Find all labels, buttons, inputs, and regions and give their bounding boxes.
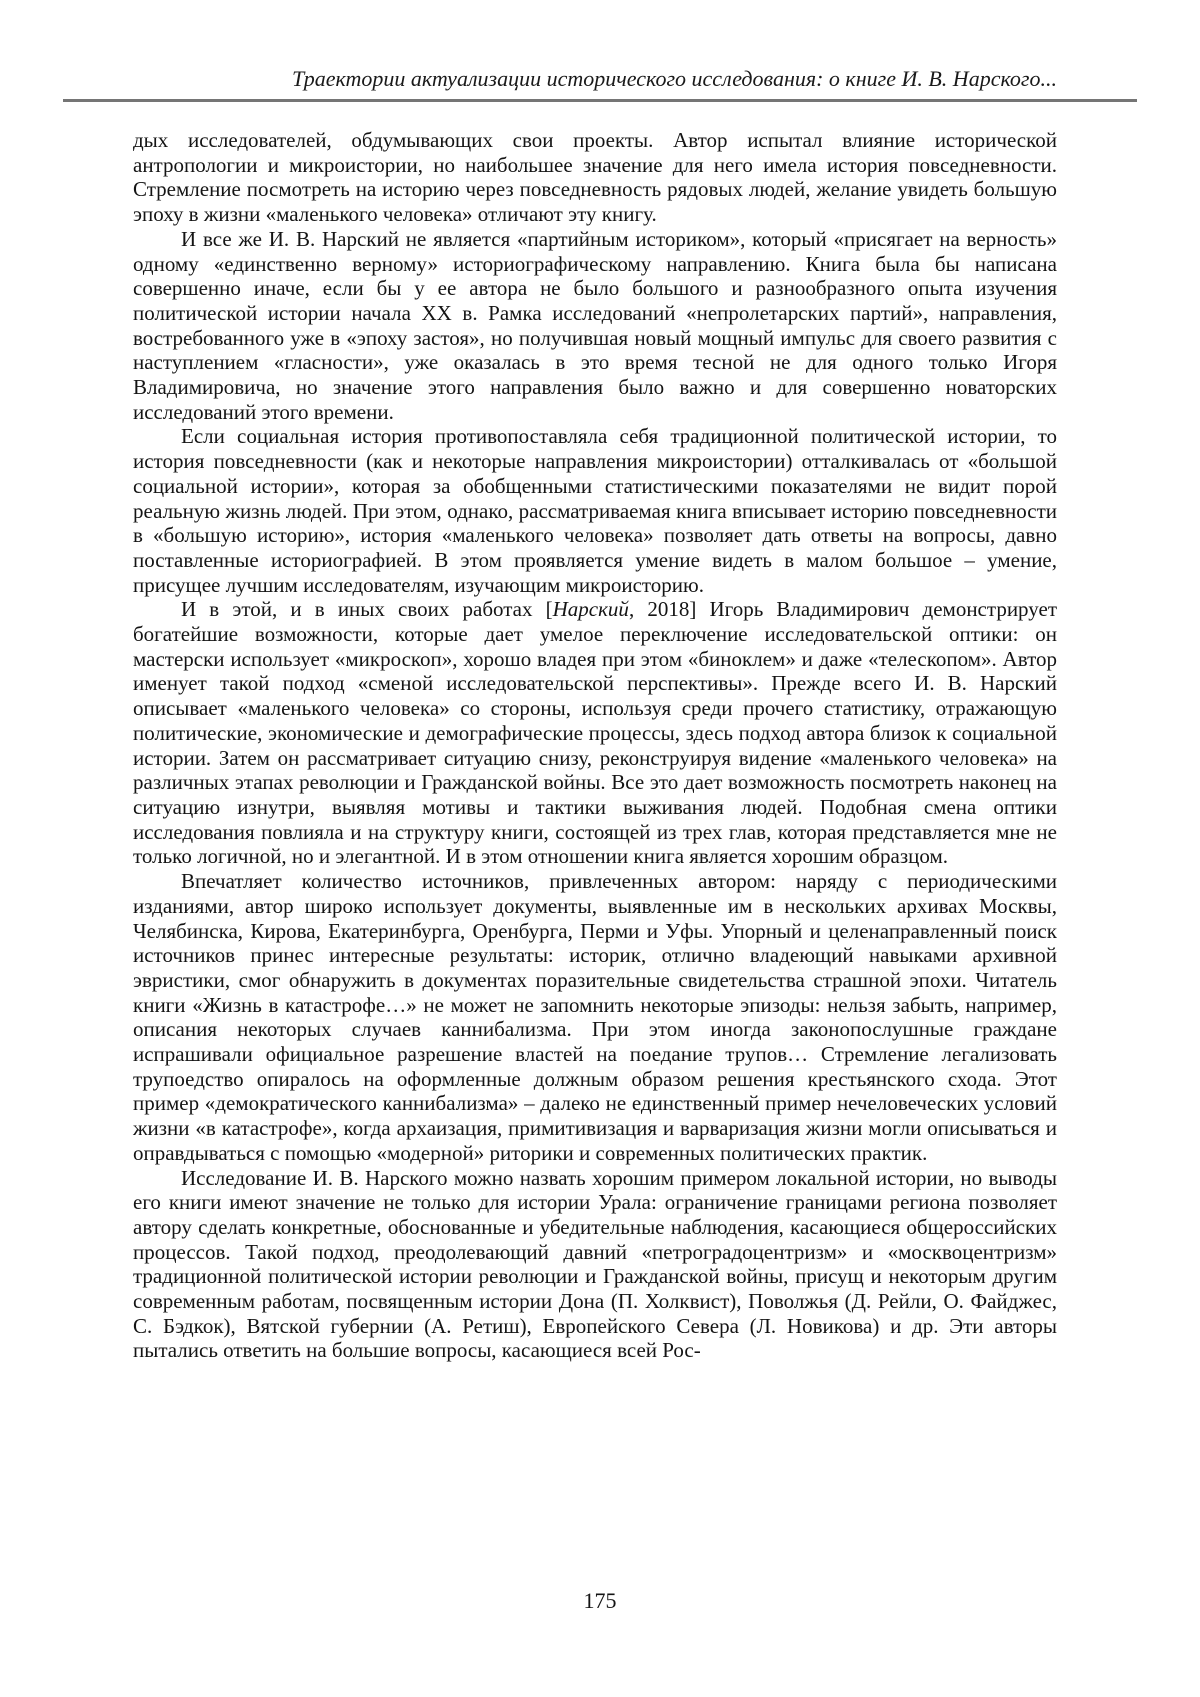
header-rule: [63, 99, 1137, 102]
text-run: Если социальная история противопоставляла себя традиционной политической истории, то история повседневности (как и некоторые направления микроистории) отталкивалась от «большой социальной истории», которая за обобщенными статистическими показателями не видит порой реальную жизнь людей. При этом, однако, рассматриваемая книга вписывает историю повседневности в «большую историю», история «маленького человека» позволяет дать ответы на вопросы, давно поставленные историографией. В этом проявляется умение видеть в малом большое – умение, присущее лучшим исследователям, изучающим микроисторию.: [133, 424, 1057, 597]
paragraph: [133, 424, 1057, 597]
italic-text-run: Нарский: [552, 597, 629, 622]
paragraph: [133, 869, 1057, 1165]
article-body: [133, 128, 1057, 1363]
text-run: Исследование И. В. Нарского можно назвать хорошим примером локальной истории, но выводы его книги имеют значение не только для истории Урала: ограничение границами региона позволяет автору сделать конкретные, обоснованные и убедительные наблюдения, касающиеся общероссийских процессов. Такой подход, преодолевающий давний «петроградоцентризм» и «москвоцентризм» традиционной политической истории революции и Гражданской войны, присущ и некоторым другим современным работам, посвященным истории Дона (П. Холквист), Поволжья (Д. Рейли, О. Файджес, С. Бэдкок), Вятской губернии (А. Ретиш), Европейского Севера (Л. Новикова) и др. Эти авторы пытались ответить на большие вопросы, касающиеся всей Рос-: [133, 1165, 1057, 1363]
running-title: Траектории актуализации исторического исследования: о книге И. В. Нарского...: [292, 66, 1057, 91]
text-run: Впечатляет количество источников, привлеченных автором: наряду с периодическими изданиями, автор широко использует документы, выявленные им в нескольких архивах Москвы, Челябинска, Кирова, Екатеринбурга, Оренбурга, Перми и Уфы. Упорный и целенаправленный поиск источников принес интересные результаты: историк, отлично владеющий навыками архивной эвристики, смог обнаружить в документах поразительные свидетельства страшной эпохи. Читатель книги «Жизнь в катастрофе…» не может не запомнить некоторые эпизоды: нельзя забыть, например, описания некоторых случаев каннибализма. При этом иногда законопослушные граждане испрашивали официальное разрешение властей на поедание трупов… Стремление легализовать трупоедство опиралось на оформленные должным образом решения крестьянского схода. Этот пример «демократического каннибализма» – далеко не единственный пример нечеловеческих условий жизни «в катастрофе», когда архаизация, примитивизация и варваризация жизни могли описываться и оправдываться с помощью «модерной» риторики и современных политических практик.: [133, 869, 1057, 1165]
paragraph: [133, 128, 1057, 227]
paragraph: [133, 1166, 1057, 1364]
text-run: дых исследователей, обдумывающих свои проекты. Автор испытал влияние исторической антропологии и микроистории, но наибольшее значение для него имела история повседневности. Стремление посмотреть на историю через повседневность рядовых людей, желание увидеть большую эпоху в жизни «маленького человека» отличают эту книгу.: [133, 128, 1057, 227]
paragraph: [133, 597, 1057, 869]
page-number: 175: [583, 1588, 617, 1613]
paragraph: [133, 227, 1057, 425]
text-run: , 2018] Игорь Владимирович демонстрирует богатейшие возможности, которые дает умелое переключение исследовательской оптики: он мастерски использует «микроскоп», хорошо владея при этом «биноклем» и даже «телескопом». Автор именует такой подход «сменой исследовательской перспективы». Прежде всего И. В. Нарский описывает «маленького человека» со стороны, используя среди прочего статистику, отражающую политические, экономические и демографические процессы, здесь подход автора близок к социальной истории. Затем он рассматривает ситуацию снизу, реконструируя видение «маленького человека» на различных этапах революции и Гражданской войны. Все это дает возможность посмотреть наконец на ситуацию изнутри, выявляя мотивы и тактики выживания людей. Подобная смена оптики исследования повлияла и на структуру книги, состоящей из трех глав, которая представляется мне не только логичной, но и элегантной. И в этом отношении книга является хорошим образцом.: [133, 597, 1057, 869]
text-run: И в этой, и в иных своих работах [: [181, 597, 553, 622]
text-run: И все же И. В. Нарский не является «партийным историком», который «присягает на верность» одному «единственно верному» историографическому направлению. Книга была бы написана совершенно иначе, если бы у ее автора не было большого и разнообразного опыта изучения политической истории начала XX в. Рамка исследований «непролетарских партий», направления, востребованного уже в «эпоху застоя», но получившая новый мощный импульс для своего развития с наступлением «гласности», уже оказалась в это время тесной не для одного только Игоря Владимировича, но значение этого направления было важно и для совершенно новаторских исследований этого времени.: [133, 226, 1057, 424]
